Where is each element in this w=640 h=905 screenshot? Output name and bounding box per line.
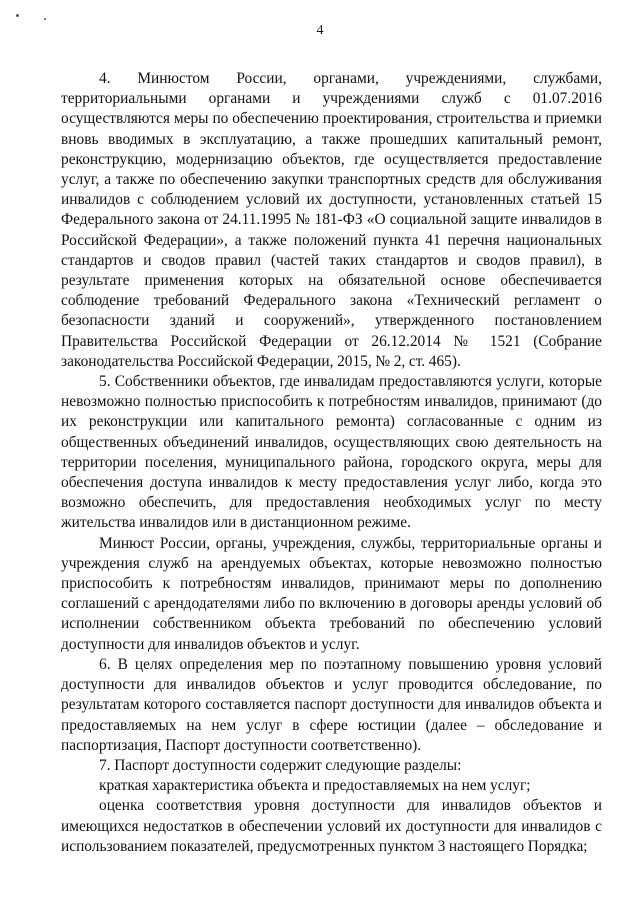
paragraph-item-5: 5. Собственники объектов, где инвалидам предоставляются услуги, которые невозможно полностью приспособить к потребностям инвалидов, принимают (до их реконструкции или капитального ремонта) согласованные с одним из общественных объединений инвалидов, осуществляющих свою деятельность на территории поселения, муниципального района, городского округа, меры для обеспечения доступа инвалидов к месту предоставления услуг либо, когда это возможно обеспечить, для предоставления необходимых услуг по месту жительства инвалидов или в дистанционном режиме.: [61, 373, 602, 532]
scan-speck: [16, 14, 19, 17]
scan-speck: [44, 18, 46, 20]
body-text: [61, 69, 602, 857]
paragraph-item-4: 4. Минюстом России, органами, учреждениями, службами, территориальными органами и учреждениями служб с 01.07.2016 осуществляются меры по обеспечению проектирования, строительства и приемки вновь вводимых в эксплуатацию, а также прошедших капитальный ремонт, реконструкцию, модернизацию объектов, где осуществляется предоставление услуг, а также по обеспечению закупки транспортных средств для обслуживания инвалидов с соблюдением условий их доступности, установленных статьей 15 Федерального закона от 24.11.1995 № 181-ФЗ «О социальной защите инвалидов в Российской Федерации», а также положений пункта 41 перечня национальных стандартов и сводов правил (частей таких стандартов и сводов правил), в результате применения которых на обязательной основе обеспечивается соблюдение требований Федерального закона «Технический регламент о безопасности зданий и сооружений», утвержденного постановлением Правительства Российской Федерации от 26.12.2014 № 1521 (Собрание законодательства Российской Федерации, 2015, № 2, ст. 465).: [61, 70, 602, 370]
page-number: 4: [316, 23, 324, 38]
paragraph-section-brief: краткая характеристика объекта и предоставляемых на нем услуг;: [99, 777, 531, 795]
paragraph-minjust-lease: Минюст России, органы, учреждения, службы, территориальные органы и учреждения служб на арендуемых объектах, которые невозможно полностью приспособить к потребностям инвалидов, принимают меры по дополнению соглашений с арендодателями либо по включению в договоры аренды условий об исполнении собственником объекта требований по обеспечению условий доступности для инвалидов объектов и услуг.: [61, 534, 602, 653]
paragraph-item-7: 7. Паспорт доступности содержит следующие разделы:: [99, 756, 462, 774]
paragraph-section-assessment: оценка соответствия уровня доступности для инвалидов объектов и имеющихся недостатков в обеспечении условий их доступности для инвалидов с использованием показателей, предусмотренных пунктом 3 настоящего Порядка;: [61, 797, 602, 855]
paragraph-item-6: 6. В целях определения мер по поэтапному повышению уровня условий доступности для инвалидов объектов и услуг проводится обследование, по результатам которого составляется паспорт доступности для инвалидов объекта и предоставляемых на нем услуг в сфере юстиции (далее – обследование и паспортизация, Паспорт доступности соответственно).: [61, 655, 602, 754]
